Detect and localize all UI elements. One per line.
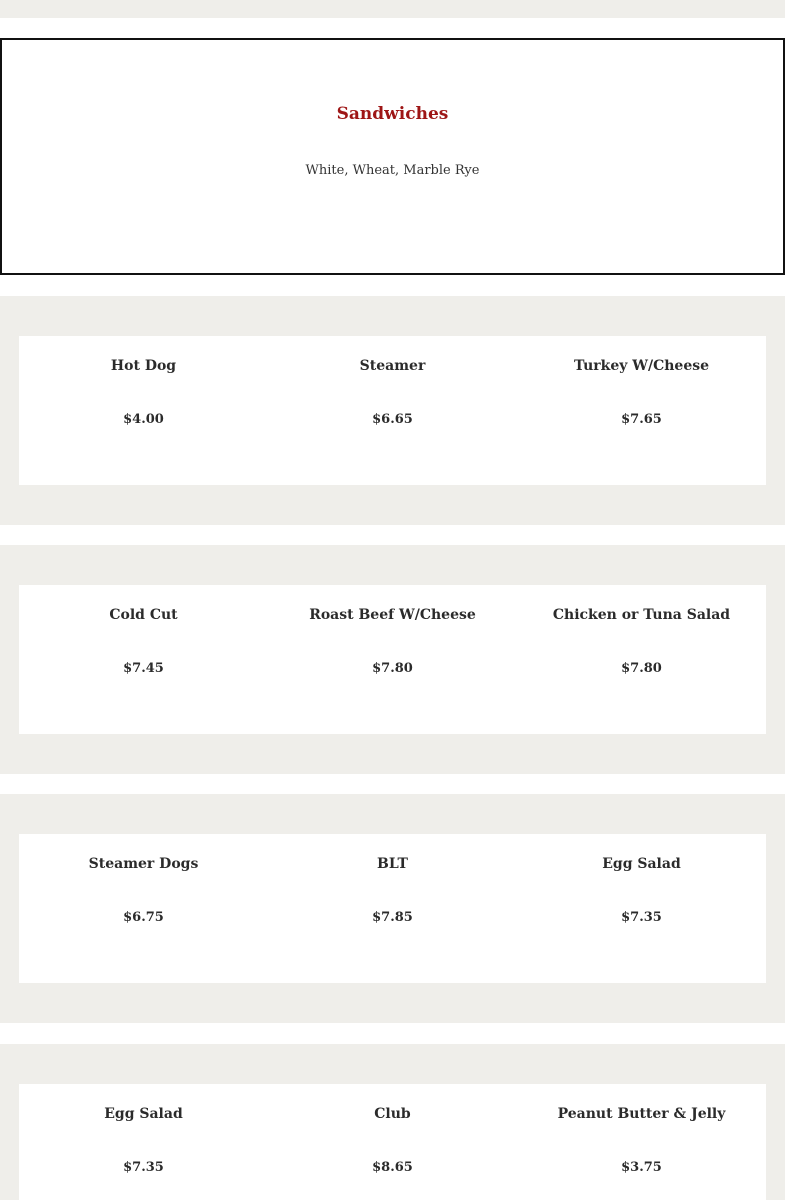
menu-item-price: $8.65 — [372, 1160, 413, 1175]
menu-item-name: Chicken or Tuna Salad — [552, 607, 731, 623]
menu-item — [517, 336, 766, 485]
menu-item-name: BLT — [377, 856, 408, 872]
menu-item-price: $6.65 — [372, 412, 413, 427]
menu-item — [268, 585, 517, 734]
menu-item — [517, 834, 766, 983]
menu-item-name: Steamer — [359, 358, 426, 374]
menu-section-header — [0, 38, 785, 275]
menu-item — [19, 834, 268, 983]
menu-row-band — [0, 545, 785, 774]
menu-item-price: $7.65 — [621, 412, 662, 427]
section-subtitle: White, Wheat, Marble Rye — [305, 163, 480, 178]
menu-item — [19, 585, 268, 734]
menu-item-price: $3.75 — [621, 1160, 662, 1175]
menu-item-name: Hot Dog — [110, 358, 177, 374]
menu-row-band — [0, 794, 785, 1023]
menu-item — [517, 585, 766, 734]
menu-item-price: $7.45 — [123, 661, 164, 676]
menu-item — [19, 336, 268, 485]
menu-row-card — [19, 834, 766, 983]
menu-item-name: Egg Salad — [602, 856, 681, 872]
menu-row-band — [0, 296, 785, 525]
menu-item-name: Cold Cut — [109, 607, 178, 623]
menu-item — [268, 1084, 517, 1200]
menu-item — [19, 1084, 268, 1200]
menu-row-card — [19, 1084, 766, 1200]
menu-item — [268, 834, 517, 983]
menu-item-price: $6.75 — [123, 910, 164, 925]
menu-item-price: $7.80 — [372, 661, 413, 676]
menu-item — [517, 1084, 766, 1200]
menu-item-price: $7.35 — [621, 910, 662, 925]
menu-item-name: Egg Salad — [104, 1106, 183, 1122]
menu-item-price: $4.00 — [123, 412, 164, 427]
menu-item-price: $7.85 — [372, 910, 413, 925]
top-divider-strip — [0, 0, 785, 18]
menu-item-price: $7.35 — [123, 1160, 164, 1175]
menu-item-name: Peanut Butter & Jelly — [557, 1106, 726, 1122]
section-title: Sandwiches — [336, 104, 449, 124]
menu-item-price: $7.80 — [621, 661, 662, 676]
menu-item-name: Steamer Dogs — [88, 856, 199, 872]
menu-row-card — [19, 336, 766, 485]
menu-row-band — [0, 1044, 785, 1200]
menu-item-name: Roast Beef W/Cheese — [309, 607, 476, 623]
menu-item — [268, 336, 517, 485]
menu-item-name: Club — [374, 1106, 411, 1122]
menu-row-card — [19, 585, 766, 734]
menu-item-name: Turkey W/Cheese — [573, 358, 710, 374]
